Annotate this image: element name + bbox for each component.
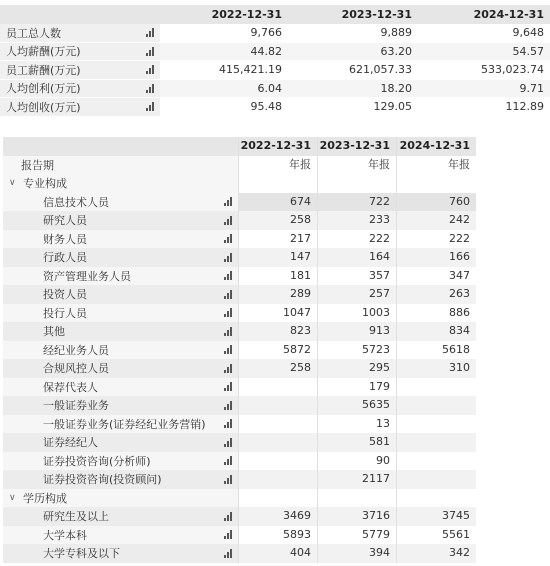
staff-category-label: 合规风控人员 — [43, 362, 109, 376]
staff-count: 222 — [318, 230, 397, 249]
summary-value: 112.89 — [505, 100, 544, 113]
staff-count: 357 — [318, 267, 397, 286]
staff-count: 347 — [449, 268, 470, 282]
staff-count: 179 — [318, 378, 397, 397]
detail-row — [3, 248, 476, 267]
staff-count: 2117 — [318, 470, 397, 489]
bar-chart-icon[interactable] — [146, 28, 154, 37]
bar-chart-icon[interactable] — [224, 234, 232, 243]
summary-value: 63.20 — [380, 44, 412, 58]
staff-category-label: 大学本科 — [43, 528, 87, 542]
staff-count — [397, 452, 476, 471]
bar-chart-icon[interactable] — [224, 216, 232, 225]
staff-count: 5893 — [239, 526, 318, 545]
staff-category-label: 大学专科及以下 — [43, 547, 120, 561]
staff-count: 5872 — [239, 341, 318, 360]
bar-chart-icon[interactable] — [146, 47, 154, 56]
summary-date-col: 2022-12-31 — [211, 8, 282, 21]
chevron-down-icon[interactable]: ∨ — [9, 178, 16, 189]
summary-value: 6.04 — [257, 81, 282, 95]
staff-count: 3469 — [239, 507, 318, 526]
staff-category-label: 投行人员 — [43, 306, 87, 320]
summary-value: 18.20 — [380, 81, 412, 95]
section-title: 专业构成 — [23, 177, 67, 191]
staff-count: 258 — [239, 359, 318, 378]
bar-chart-icon[interactable] — [224, 364, 232, 373]
staff-count: 404 — [239, 544, 318, 563]
report-type: 年报 — [448, 157, 470, 171]
staff-count — [239, 415, 318, 434]
summary-table — [0, 5, 550, 117]
bar-chart-icon[interactable] — [224, 197, 232, 206]
staff-count: 5635 — [318, 396, 397, 415]
staff-category-label: 资产管理业务人员 — [43, 269, 131, 283]
bar-chart-icon[interactable] — [224, 290, 232, 299]
report-type: 年报 — [318, 156, 397, 175]
metric-name: 员工总人数 — [6, 26, 61, 40]
staff-category-label: 投资人员 — [43, 288, 87, 302]
bar-chart-icon[interactable] — [224, 438, 232, 447]
staff-count: 581 — [318, 433, 397, 452]
summary-row-label — [0, 43, 160, 61]
summary-date-col: 2024-12-31 — [473, 8, 544, 21]
staff-category-label: 一般证券业务 — [43, 399, 109, 413]
staff-count: 886 — [449, 305, 470, 319]
staff-count — [397, 396, 476, 415]
staff-category-label: 证券经纪人 — [43, 436, 98, 450]
staff-count — [239, 452, 318, 471]
staff-category-label: 一般证券业务(证券经纪业务营销) — [43, 417, 206, 431]
bar-chart-icon[interactable] — [224, 253, 232, 262]
staff-count — [239, 378, 318, 397]
summary-row-label — [0, 24, 160, 42]
staff-count: 834 — [449, 324, 470, 337]
staff-count — [397, 378, 476, 397]
detail-date-col: 2023-12-31 — [318, 137, 397, 156]
staff-category-label: 信息技术人员 — [43, 195, 109, 209]
staff-category-label: 保荐代表人 — [43, 380, 98, 394]
staff-count: 90 — [318, 452, 397, 471]
metric-name: 人均创利(万元) — [6, 82, 81, 96]
staff-count — [397, 433, 476, 452]
staff-count — [239, 433, 318, 452]
summary-value: 129.05 — [373, 100, 412, 113]
report-period-label: 报告期 — [3, 156, 239, 175]
staff-category-label: 其他 — [43, 325, 65, 339]
staff-count: 3745 — [442, 509, 470, 522]
metric-name: 人均薪酬(万元) — [6, 45, 81, 59]
summary-value: 9,889 — [380, 26, 412, 39]
section-title: 学历构成 — [23, 491, 67, 505]
summary-value: 54.57 — [512, 44, 544, 58]
bar-chart-icon[interactable] — [224, 345, 232, 354]
staff-count: 5723 — [318, 341, 397, 360]
summary-header — [0, 5, 550, 24]
summary-row — [0, 43, 550, 62]
staff-detail-table — [3, 137, 476, 563]
staff-count: 5561 — [442, 527, 470, 541]
summary-value: 95.48 — [250, 100, 282, 113]
bar-chart-icon[interactable] — [224, 475, 232, 484]
summary-value: 533,023.74 — [481, 63, 544, 76]
staff-count: 289 — [239, 285, 318, 304]
staff-count: 342 — [449, 546, 470, 559]
detail-row — [3, 359, 476, 378]
report-period-row — [3, 156, 476, 175]
staff-count: 1047 — [239, 304, 318, 323]
summary-value: 44.82 — [250, 44, 282, 58]
summary-value: 9.71 — [519, 81, 544, 95]
staff-count: 217 — [239, 230, 318, 249]
report-type: 年报 — [239, 156, 318, 175]
detail-row — [3, 452, 476, 471]
detail-row — [3, 378, 476, 397]
detail-row — [3, 285, 476, 304]
staff-count — [239, 396, 318, 415]
detail-row — [3, 526, 476, 545]
detail-row — [3, 507, 476, 526]
summary-row — [0, 98, 550, 117]
chevron-down-icon[interactable]: ∨ — [9, 492, 16, 503]
summary-value: 9,648 — [512, 26, 544, 39]
staff-count: 674 — [239, 193, 318, 212]
staff-count: 233 — [318, 211, 397, 230]
summary-row-label — [0, 98, 160, 116]
metric-name: 员工薪酬(万元) — [6, 63, 81, 77]
bar-chart-icon[interactable] — [224, 308, 232, 317]
bar-chart-icon[interactable] — [224, 530, 232, 539]
summary-value: 415,421.19 — [219, 63, 282, 76]
staff-count — [239, 470, 318, 489]
staff-count — [397, 470, 476, 489]
detail-row — [3, 470, 476, 489]
summary-row-label — [0, 61, 160, 79]
staff-count: 5779 — [318, 526, 397, 545]
bar-chart-icon[interactable] — [224, 419, 232, 428]
section-header-row[interactable] — [3, 489, 476, 508]
staff-count: 263 — [449, 287, 470, 300]
summary-row — [0, 24, 550, 43]
staff-count: 722 — [318, 193, 397, 212]
staff-count: 3716 — [318, 507, 397, 526]
staff-count: 1003 — [318, 304, 397, 323]
staff-count: 823 — [239, 322, 318, 341]
staff-count: 13 — [318, 415, 397, 434]
staff-category-label: 研究人员 — [43, 214, 87, 228]
staff-category-label: 证券投资咨询(投资顾问) — [43, 473, 162, 487]
staff-count: 258 — [239, 211, 318, 230]
detail-row — [3, 304, 476, 323]
detail-row — [3, 322, 476, 341]
staff-category-label: 财务人员 — [43, 232, 87, 246]
summary-row — [0, 61, 550, 80]
bar-chart-icon[interactable] — [224, 512, 232, 521]
staff-count: 147 — [239, 248, 318, 267]
staff-count: 310 — [449, 361, 470, 374]
staff-count: 166 — [449, 250, 470, 263]
bar-chart-icon[interactable] — [224, 382, 232, 391]
bar-chart-icon[interactable] — [224, 271, 232, 280]
staff-count: 242 — [449, 213, 470, 226]
bar-chart-icon[interactable] — [224, 401, 232, 410]
detail-row — [3, 341, 476, 360]
detail-row — [3, 433, 476, 452]
summary-value: 9,766 — [250, 26, 282, 39]
staff-count: 295 — [318, 359, 397, 378]
bar-chart-icon[interactable] — [146, 102, 154, 111]
detail-header — [3, 137, 476, 156]
detail-date-col: 2022-12-31 — [239, 137, 318, 156]
staff-count: 394 — [318, 544, 397, 563]
detail-row — [3, 193, 476, 212]
summary-row-label — [0, 80, 160, 98]
detail-row — [3, 211, 476, 230]
staff-count — [397, 415, 476, 434]
bar-chart-icon[interactable] — [146, 84, 154, 93]
detail-row — [3, 544, 476, 563]
summary-value: 621,057.33 — [349, 63, 412, 76]
bar-chart-icon[interactable] — [224, 549, 232, 558]
staff-category-label: 研究生及以上 — [43, 510, 109, 524]
staff-count: 181 — [239, 267, 318, 286]
metric-name: 人均创收(万元) — [6, 100, 81, 114]
staff-count: 5618 — [442, 342, 470, 356]
staff-count: 913 — [318, 322, 397, 341]
staff-count: 164 — [318, 248, 397, 267]
bar-chart-icon[interactable] — [224, 456, 232, 465]
detail-date-col: 2024-12-31 — [399, 139, 470, 152]
detail-row — [3, 415, 476, 434]
staff-count: 222 — [449, 231, 470, 245]
bar-chart-icon[interactable] — [146, 65, 154, 74]
summary-date-col: 2023-12-31 — [341, 8, 412, 21]
summary-row — [0, 80, 550, 99]
bar-chart-icon[interactable] — [224, 327, 232, 336]
detail-row — [3, 267, 476, 286]
detail-row — [3, 396, 476, 415]
staff-count: 257 — [318, 285, 397, 304]
staff-category-label: 经纪业务人员 — [43, 343, 109, 357]
detail-row — [3, 230, 476, 249]
staff-category-label: 行政人员 — [43, 251, 87, 265]
section-header-row[interactable] — [3, 174, 476, 193]
staff-category-label: 证券投资咨询(分析师) — [43, 454, 151, 468]
staff-count: 760 — [397, 193, 476, 212]
